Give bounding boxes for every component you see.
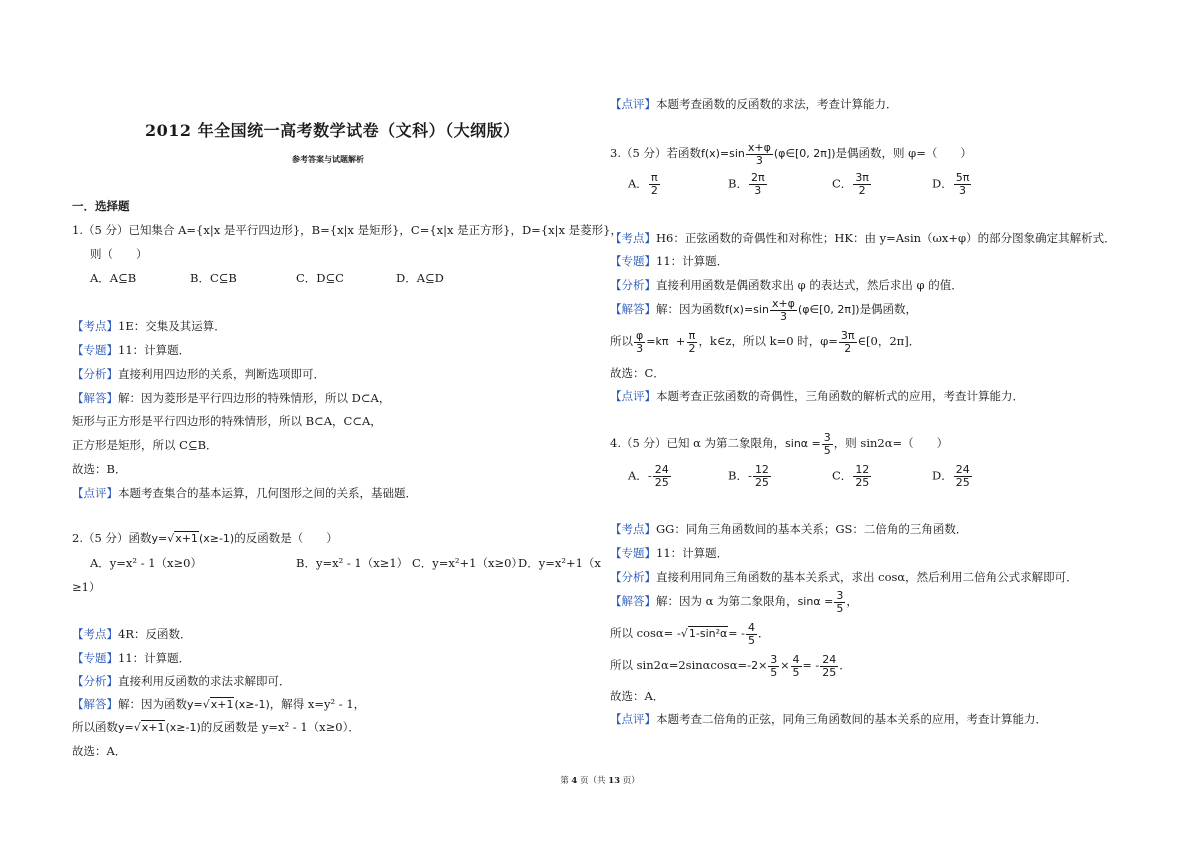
q4-stem	[610, 430, 948, 457]
q3-option-a-num: π	[651, 171, 658, 184]
q4-option-b-label: B．	[728, 468, 748, 483]
q4-kaodian	[610, 521, 967, 537]
q2-stem-suffix: 的反函数是（ ）	[234, 531, 338, 545]
q3-kaodian-text: H6：正弦函数的奇偶性和对称性；HK：由 y=Asin（ωx+φ）的部分图象确定其解析式．	[656, 231, 1116, 245]
q4-option-d	[932, 464, 973, 489]
zhuanti-tag: 【专题】	[72, 651, 118, 665]
q3-option-c-label: C．	[832, 176, 853, 191]
page-footer	[0, 774, 1200, 786]
q3-option-d-den: 3	[959, 184, 967, 197]
q4-option-a-sign: -	[647, 469, 652, 483]
q4-option-b	[728, 464, 772, 489]
footer-suffix: 页）	[622, 776, 640, 786]
q3-fraction-num: x+φ	[747, 140, 771, 154]
q4-jieda-line2	[610, 620, 769, 647]
q2-function-lhs: y=	[151, 532, 168, 545]
q1-dianping-text: 本题考查集合的基本运算，几何图形之间的关系，基础题．	[118, 486, 417, 500]
q2-dianping-text: 本题考查函数的反函数的求法，考查计算能力．	[656, 97, 898, 111]
q2-stem	[72, 530, 338, 547]
q1-option-b: B．C⊆B	[190, 271, 237, 285]
zhuanti-tag: 【专题】	[610, 254, 656, 268]
q4-option-c-label: C．	[832, 468, 853, 483]
q4-l3-den1: 5	[770, 665, 778, 679]
q2-option-d: D．y=x²+1（x	[518, 556, 601, 570]
q4-kaodian-text: GG：同角三角函数间的基本关系；GS：二倍角的三角函数．	[656, 522, 968, 536]
q2-option-a: A．y=x² - 1（x≥0）	[90, 556, 202, 570]
q1-zhuanti	[72, 342, 190, 358]
q4-stem-suffix: ，则 sin2α=（ ）	[833, 436, 949, 450]
jieda-tag: 【解答】	[72, 391, 118, 405]
q3-option-b-frac	[749, 172, 767, 197]
q4-stem-prefix: 4.（5 分）已知 α 为第二象限角，	[610, 436, 786, 450]
q3-option-a-label: A．	[628, 176, 648, 191]
q2-function: y=√x+1(x≥-1)	[151, 532, 235, 545]
q2-jieda2-suffix: 的反函数是 y=x² - 1（x≥0）．	[200, 720, 360, 734]
q1-zhuanti-text: 11：计算题．	[118, 343, 191, 357]
q3-zhuanti-text: 11：计算题．	[656, 254, 729, 268]
q2-jieda-line2	[72, 719, 360, 736]
q3-l2-frac1	[634, 330, 645, 355]
q4-option-a-den: 25	[654, 476, 669, 489]
q4-l3-frac3	[820, 654, 838, 679]
q2-jieda-radicand: x+1	[210, 698, 234, 711]
q3-jieda-den: 3	[779, 309, 787, 323]
q4-option-c	[832, 464, 872, 489]
q4-l2-eq: = -	[728, 627, 745, 640]
q2-zhuanti	[72, 650, 190, 666]
q3-jieda-prefix: 解：因为函数	[656, 302, 725, 316]
q3-l2-suffix: ∈[0，2π]．	[857, 334, 921, 348]
q4-sin-den: 5	[823, 443, 831, 457]
q3-jieda-condition: (φ∈[0, 2π])	[797, 303, 860, 316]
q2-jieda2-condition: (x≥-1)	[165, 721, 201, 734]
q3-option-b-num: 2π	[750, 171, 765, 184]
q3-option-a-frac	[649, 172, 660, 197]
q4-l3-frac1	[768, 654, 779, 679]
dianping-tag: 【点评】	[610, 97, 656, 111]
footer-total-pages: 13	[608, 776, 621, 786]
q2-fenxi	[72, 673, 291, 689]
q4-option-c-frac	[853, 464, 871, 489]
q3-l2-prefix: 所以	[610, 334, 633, 348]
q3-fraction	[746, 142, 773, 167]
q4-l2-num: 4	[747, 620, 755, 634]
q2-option-c: C．y=x²+1（x≥0）	[412, 556, 523, 570]
q4-jieda-prefix: 解：因为 α 为第二象限角，	[656, 594, 798, 608]
q2-option-b: B．y=x² - 1（x≥1）	[296, 556, 409, 570]
q4-zhuanti	[610, 545, 728, 561]
q4-option-b-sign: -	[747, 469, 752, 483]
q2-kaodian	[72, 626, 191, 642]
q3-option-b	[728, 172, 768, 197]
q2-zhuanti-text: 11：计算题．	[118, 651, 191, 665]
q4-option-b-frac	[753, 464, 771, 489]
q3-l2-den3: 2	[844, 341, 852, 355]
kaodian-tag: 【考点】	[610, 522, 656, 536]
q4-option-d-label: D．	[932, 468, 953, 483]
q1-option-a: A．A⊆B	[90, 271, 137, 285]
q4-jieda-sin: sinα =	[797, 595, 834, 608]
q1-fenxi-text: 直接利用四边形的关系，判断选项即可．	[118, 367, 325, 381]
zhuanti-tag: 【专题】	[610, 546, 656, 560]
q4-l3-eq: = -	[802, 659, 820, 672]
q1-jieda-line3: 正方形是矩形，所以 C⊆B．	[72, 438, 218, 452]
q3-option-b-den: 3	[754, 184, 762, 197]
q3-option-c	[832, 172, 872, 197]
jieda-tag: 【解答】	[72, 697, 118, 711]
q4-option-d-den: 25	[955, 476, 970, 489]
q2-dianping	[610, 96, 898, 112]
q4-option-b-num: 12	[754, 463, 769, 476]
q1-kaodian	[72, 318, 226, 334]
q4-l3-num2: 4	[792, 652, 800, 666]
q2-result: 故选：A．	[72, 744, 127, 758]
q2-jieda2-prefix: 所以函数	[72, 720, 118, 734]
q3-option-d-frac	[954, 172, 972, 197]
q4-l3-suffix: ．	[839, 658, 851, 672]
q2-jieda-function: y=√x+1(x≥-1)	[187, 698, 270, 711]
q2-stem-prefix: 2.（5 分）函数	[72, 531, 152, 545]
fenxi-tag: 【分析】	[610, 278, 656, 292]
q3-jieda-line2: 所以 $\frac{\varphi}{3}$ =kπ + $\frac{\pi}{2}$ ，k∈z，所以 k=0 时，φ= $\frac{3\pi}{2}$ ∈[0，2π]．	[610, 328, 921, 355]
dianping-tag: 【点评】	[610, 712, 656, 726]
q4-l3-prefix: 所以 sin2α=2sinαcosα=	[610, 658, 748, 672]
q2-jieda2-radicand: x+1	[141, 721, 165, 734]
q4-option-a-num: 24	[654, 463, 669, 476]
page-subtitle: 参考答案与试题解析	[292, 154, 364, 164]
q4-l3-coef: -2×	[747, 659, 768, 672]
q4-l2-prefix: 所以 cosα= -	[610, 626, 681, 640]
q3-option-d-num: 5π	[955, 171, 970, 184]
q3-l2-num3: 3π	[840, 328, 855, 342]
q3-l2-frac2	[686, 330, 697, 355]
q4-option-a-label: A．	[628, 468, 648, 483]
q1-option-c: C．D⊆C	[296, 271, 344, 285]
q4-l2-den: 5	[747, 633, 755, 647]
q3-fraction-den: 3	[755, 153, 763, 167]
q2-jieda2-function: y=√x+1(x≥-1)	[118, 721, 201, 734]
q1-dianping	[72, 485, 417, 501]
q3-zhuanti	[610, 253, 728, 269]
page-title: 2012 年全国统一高考数学试卷（文科）（大纲版）	[145, 121, 520, 140]
q3-kaodian	[610, 230, 1116, 246]
q3-condition: (φ∈[0, 2π])	[773, 147, 836, 160]
q3-l2-den1: 3	[636, 341, 644, 355]
q1-jieda	[72, 390, 390, 406]
q1-stem-2: 则（ ）	[90, 247, 148, 261]
q3-stem-prefix: 3.（5 分）若函数	[610, 146, 701, 160]
q3-option-d	[932, 172, 972, 197]
q4-dianping-text: 本题考查二倍角的正弦，同角三角函数间的基本关系的应用，考查计算能力．	[656, 712, 1047, 726]
q4-option-c-den: 25	[855, 476, 870, 489]
q1-kaodian-text: 1E：交集及其运算．	[118, 319, 226, 333]
q4-l2-root: √1-sin²α	[680, 627, 728, 640]
kaodian-tag: 【考点】	[610, 231, 656, 245]
q4-sin-num: 3	[823, 430, 831, 444]
dianping-tag: 【点评】	[72, 486, 118, 500]
fenxi-tag: 【分析】	[610, 570, 656, 584]
q2-jieda-condition: (x≥-1)	[234, 698, 270, 711]
q1-fenxi	[72, 366, 325, 382]
q4-jieda-line3	[610, 652, 851, 679]
q1-stem: 1.（5 分）已知集合 A={x|x 是平行四边形}，B={x|x 是矩形}，C={x|x 是正方形}，D={x|x 是菱形}，	[72, 223, 622, 237]
q4-l3-den3: 25	[822, 665, 837, 679]
q2-kaodian-text: 4R：反函数．	[118, 627, 192, 641]
q4-result: 故选：A．	[610, 689, 665, 703]
q4-l3-num3: 24	[822, 652, 837, 666]
q2-condition: (x≥-1)	[198, 532, 235, 545]
q4-l3-times: ×	[780, 659, 790, 672]
footer-page-number: 4	[571, 776, 578, 786]
footer-mid: 页（共	[580, 776, 606, 786]
q4-option-b-den: 25	[754, 476, 769, 489]
q3-l2-den2: 2	[688, 341, 696, 355]
q4-jieda-frac	[834, 590, 845, 615]
q3-l2-num1: φ	[636, 328, 644, 342]
q1-option-d: D．A⊆D	[396, 271, 444, 285]
q4-jieda	[610, 588, 858, 615]
q4-l2-suffix: ．	[757, 626, 770, 640]
q3-stem	[610, 140, 972, 167]
fenxi-tag: 【分析】	[72, 674, 118, 688]
jieda-tag: 【解答】	[610, 594, 656, 608]
q4-jieda-suffix: ，	[846, 594, 858, 608]
q3-jieda	[610, 296, 917, 323]
q2-jieda2-function-lhs: y=	[118, 721, 134, 734]
fenxi-tag: 【分析】	[72, 367, 118, 381]
kaodian-tag: 【考点】	[72, 319, 118, 333]
q2-jieda-prefix: 解：因为函数	[118, 697, 187, 711]
q4-option-d-frac	[954, 464, 972, 489]
q4-l2-frac	[746, 622, 757, 647]
q3-l2-mid: ，k∈z，所以 k=0 时，φ=	[698, 334, 838, 348]
q3-jieda-function: f(x)=sin	[725, 303, 769, 316]
q2-jieda-suffix: ，解得 x=y² - 1，	[269, 697, 366, 711]
q4-fenxi-text: 直接利用同角三角函数的基本关系式，求出 cosα，然后利用二倍角公式求解即可．	[656, 570, 1078, 584]
q1-jieda-line2: 矩形与正方形是平行四边形的特殊情形，所以 B⊂A，C⊂A，	[72, 414, 382, 428]
kaodian-tag: 【考点】	[72, 627, 118, 641]
q3-dianping-text: 本题考查正弦函数的奇偶性，三角函数的解析式的应用，考查计算能力．	[656, 389, 1024, 403]
q2-radicand: x+1	[175, 532, 198, 545]
q3-option-d-label: D．	[932, 176, 953, 191]
q3-option-a	[628, 172, 661, 197]
q3-stem-suffix: 是偶函数，则 φ=（ ）	[835, 146, 972, 160]
q3-jieda-fraction	[770, 298, 797, 323]
q4-l3-num1: 3	[770, 652, 778, 666]
q3-option-c-frac	[853, 172, 871, 197]
q3-result: 故选：C．	[610, 366, 665, 380]
q4-jieda-num: 3	[836, 588, 844, 602]
q3-l2-num2: π	[688, 328, 696, 342]
q2-jieda-function-lhs: y=	[187, 698, 203, 711]
section-heading: 一．选择题	[72, 199, 130, 213]
q4-zhuanti-text: 11：计算题．	[656, 546, 729, 560]
q4-sin: sinα =	[785, 437, 821, 450]
q3-fenxi	[610, 277, 963, 293]
q3-option-b-label: B．	[728, 176, 748, 191]
q3-jieda-num: x+φ	[771, 296, 795, 310]
q4-l2-radicand: 1-sin²α	[688, 627, 728, 640]
footer-prefix: 第	[560, 776, 569, 786]
q4-option-a-frac	[653, 464, 671, 489]
q4-dianping	[610, 711, 1047, 727]
q3-l2-frac3	[839, 330, 857, 355]
q3-jieda-suffix: 是偶函数，	[859, 302, 918, 316]
q4-option-d-num: 24	[955, 463, 970, 476]
q4-l3-frac2	[791, 654, 802, 679]
q4-option-a	[628, 464, 672, 489]
jieda-tag: 【解答】	[610, 302, 656, 316]
q3-dianping	[610, 388, 1024, 404]
q2-jieda	[72, 696, 365, 713]
q4-option-c-num: 12	[855, 463, 870, 476]
q3-option-c-den: 2	[858, 184, 866, 197]
q1-jieda-text: 解：因为菱形是平行四边形的特殊情形，所以 D⊂A，	[118, 391, 391, 405]
q1-result: 故选：B．	[72, 462, 127, 476]
q2-option-d-cont: ≥1）	[72, 580, 101, 594]
q4-sin-frac	[822, 432, 833, 457]
zhuanti-tag: 【专题】	[72, 343, 118, 357]
q2-fenxi-text: 直接利用反函数的求法求解即可．	[118, 674, 291, 688]
q3-option-c-num: 3π	[855, 171, 869, 184]
q3-option-a-den: 2	[650, 184, 658, 197]
q4-jieda-den: 5	[836, 601, 844, 615]
q3-function: f(x)=sin	[700, 147, 745, 160]
q3-fenxi-text: 直接利用函数是偶函数求出 φ 的表达式，然后求出 φ 的值．	[656, 278, 963, 292]
q4-fenxi	[610, 569, 1078, 585]
q4-l3-den2: 5	[792, 665, 800, 679]
dianping-tag: 【点评】	[610, 389, 656, 403]
q3-l2-kpi: =kπ	[646, 335, 669, 348]
